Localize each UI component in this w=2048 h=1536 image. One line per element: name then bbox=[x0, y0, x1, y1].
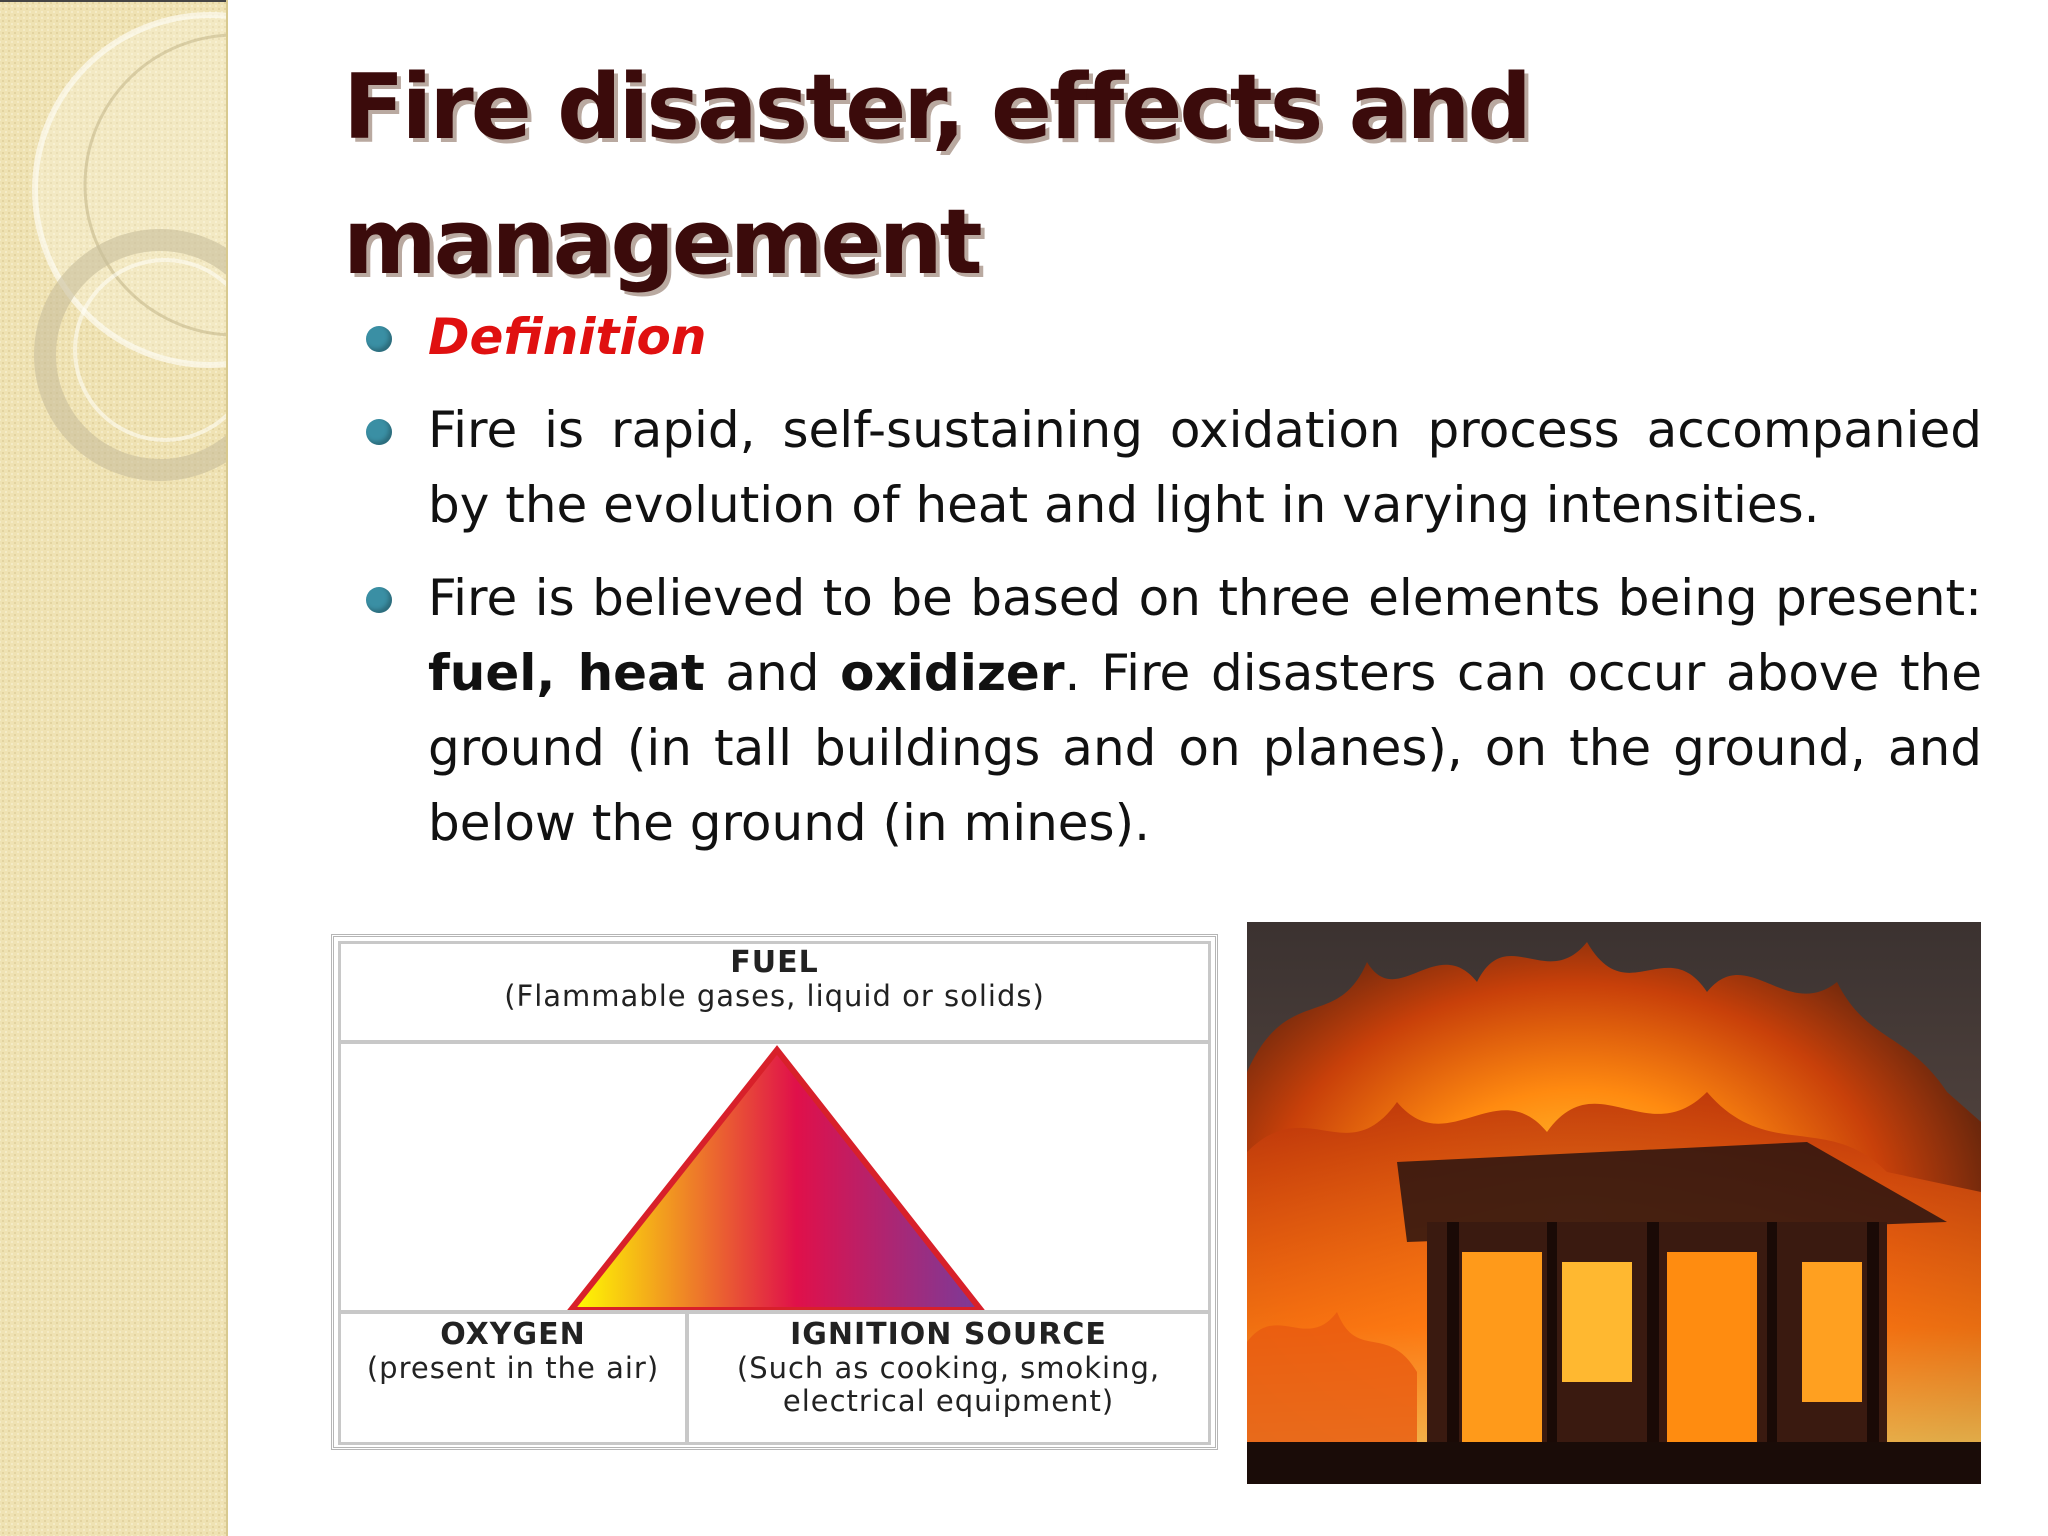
term-fuel-heat: fuel, heat bbox=[428, 644, 705, 702]
burning-house-image bbox=[1247, 922, 1981, 1484]
bullet-dot-icon bbox=[366, 419, 392, 445]
title-line-2: management bbox=[343, 190, 980, 295]
title-line-1: Fire disaster, effects and bbox=[343, 55, 1529, 160]
bullet-dot-icon bbox=[366, 326, 392, 352]
decorative-circles bbox=[0, 0, 226, 1536]
slide-title bbox=[343, 40, 1943, 310]
fuel-title: FUEL bbox=[730, 945, 819, 980]
fire-description-text: Fire is rapid, self-sustaining oxidation process accompanied by the evolution of heat and light in varying intensities. bbox=[428, 401, 1982, 534]
fire-triangle-diagram bbox=[331, 934, 1218, 1450]
ignition-cell bbox=[686, 1311, 1211, 1445]
bullet-fire-elements bbox=[352, 561, 1982, 861]
fuel-subtitle: (Flammable gases, liquid or solids) bbox=[504, 979, 1045, 1013]
ignition-subtitle-1: (Such as cooking, smoking, bbox=[736, 1351, 1161, 1385]
fire-elements-text-1: Fire is believed to be based on three elements being present: bbox=[428, 569, 1982, 627]
fuel-cell bbox=[338, 941, 1211, 1043]
definition-label: Definition bbox=[428, 308, 707, 366]
fire-triangle-graphic bbox=[341, 1044, 1208, 1310]
decorative-side-band bbox=[0, 0, 228, 1536]
oxygen-cell bbox=[338, 1311, 688, 1445]
bullet-dot-icon bbox=[366, 587, 392, 613]
oxygen-title: OXYGEN bbox=[440, 1317, 586, 1352]
bullet-fire-description bbox=[352, 393, 1982, 543]
term-oxidizer: oxidizer bbox=[840, 644, 1065, 702]
burning-house-photo bbox=[1247, 922, 1981, 1484]
ignition-title: IGNITION SOURCE bbox=[790, 1317, 1107, 1352]
fire-elements-text-3: . Fire disasters can occur above the ground (in tall buildings and on planes), on the ground, and below the ground (in mines). bbox=[428, 644, 1983, 852]
bullet-definition bbox=[352, 300, 1982, 375]
fire-elements-text-2: and bbox=[704, 644, 841, 702]
oxygen-subtitle: (present in the air) bbox=[366, 1351, 660, 1385]
triangle-cell bbox=[338, 1041, 1211, 1313]
ignition-subtitle-2: electrical equipment) bbox=[782, 1384, 1115, 1418]
bullet-list bbox=[352, 300, 1982, 879]
